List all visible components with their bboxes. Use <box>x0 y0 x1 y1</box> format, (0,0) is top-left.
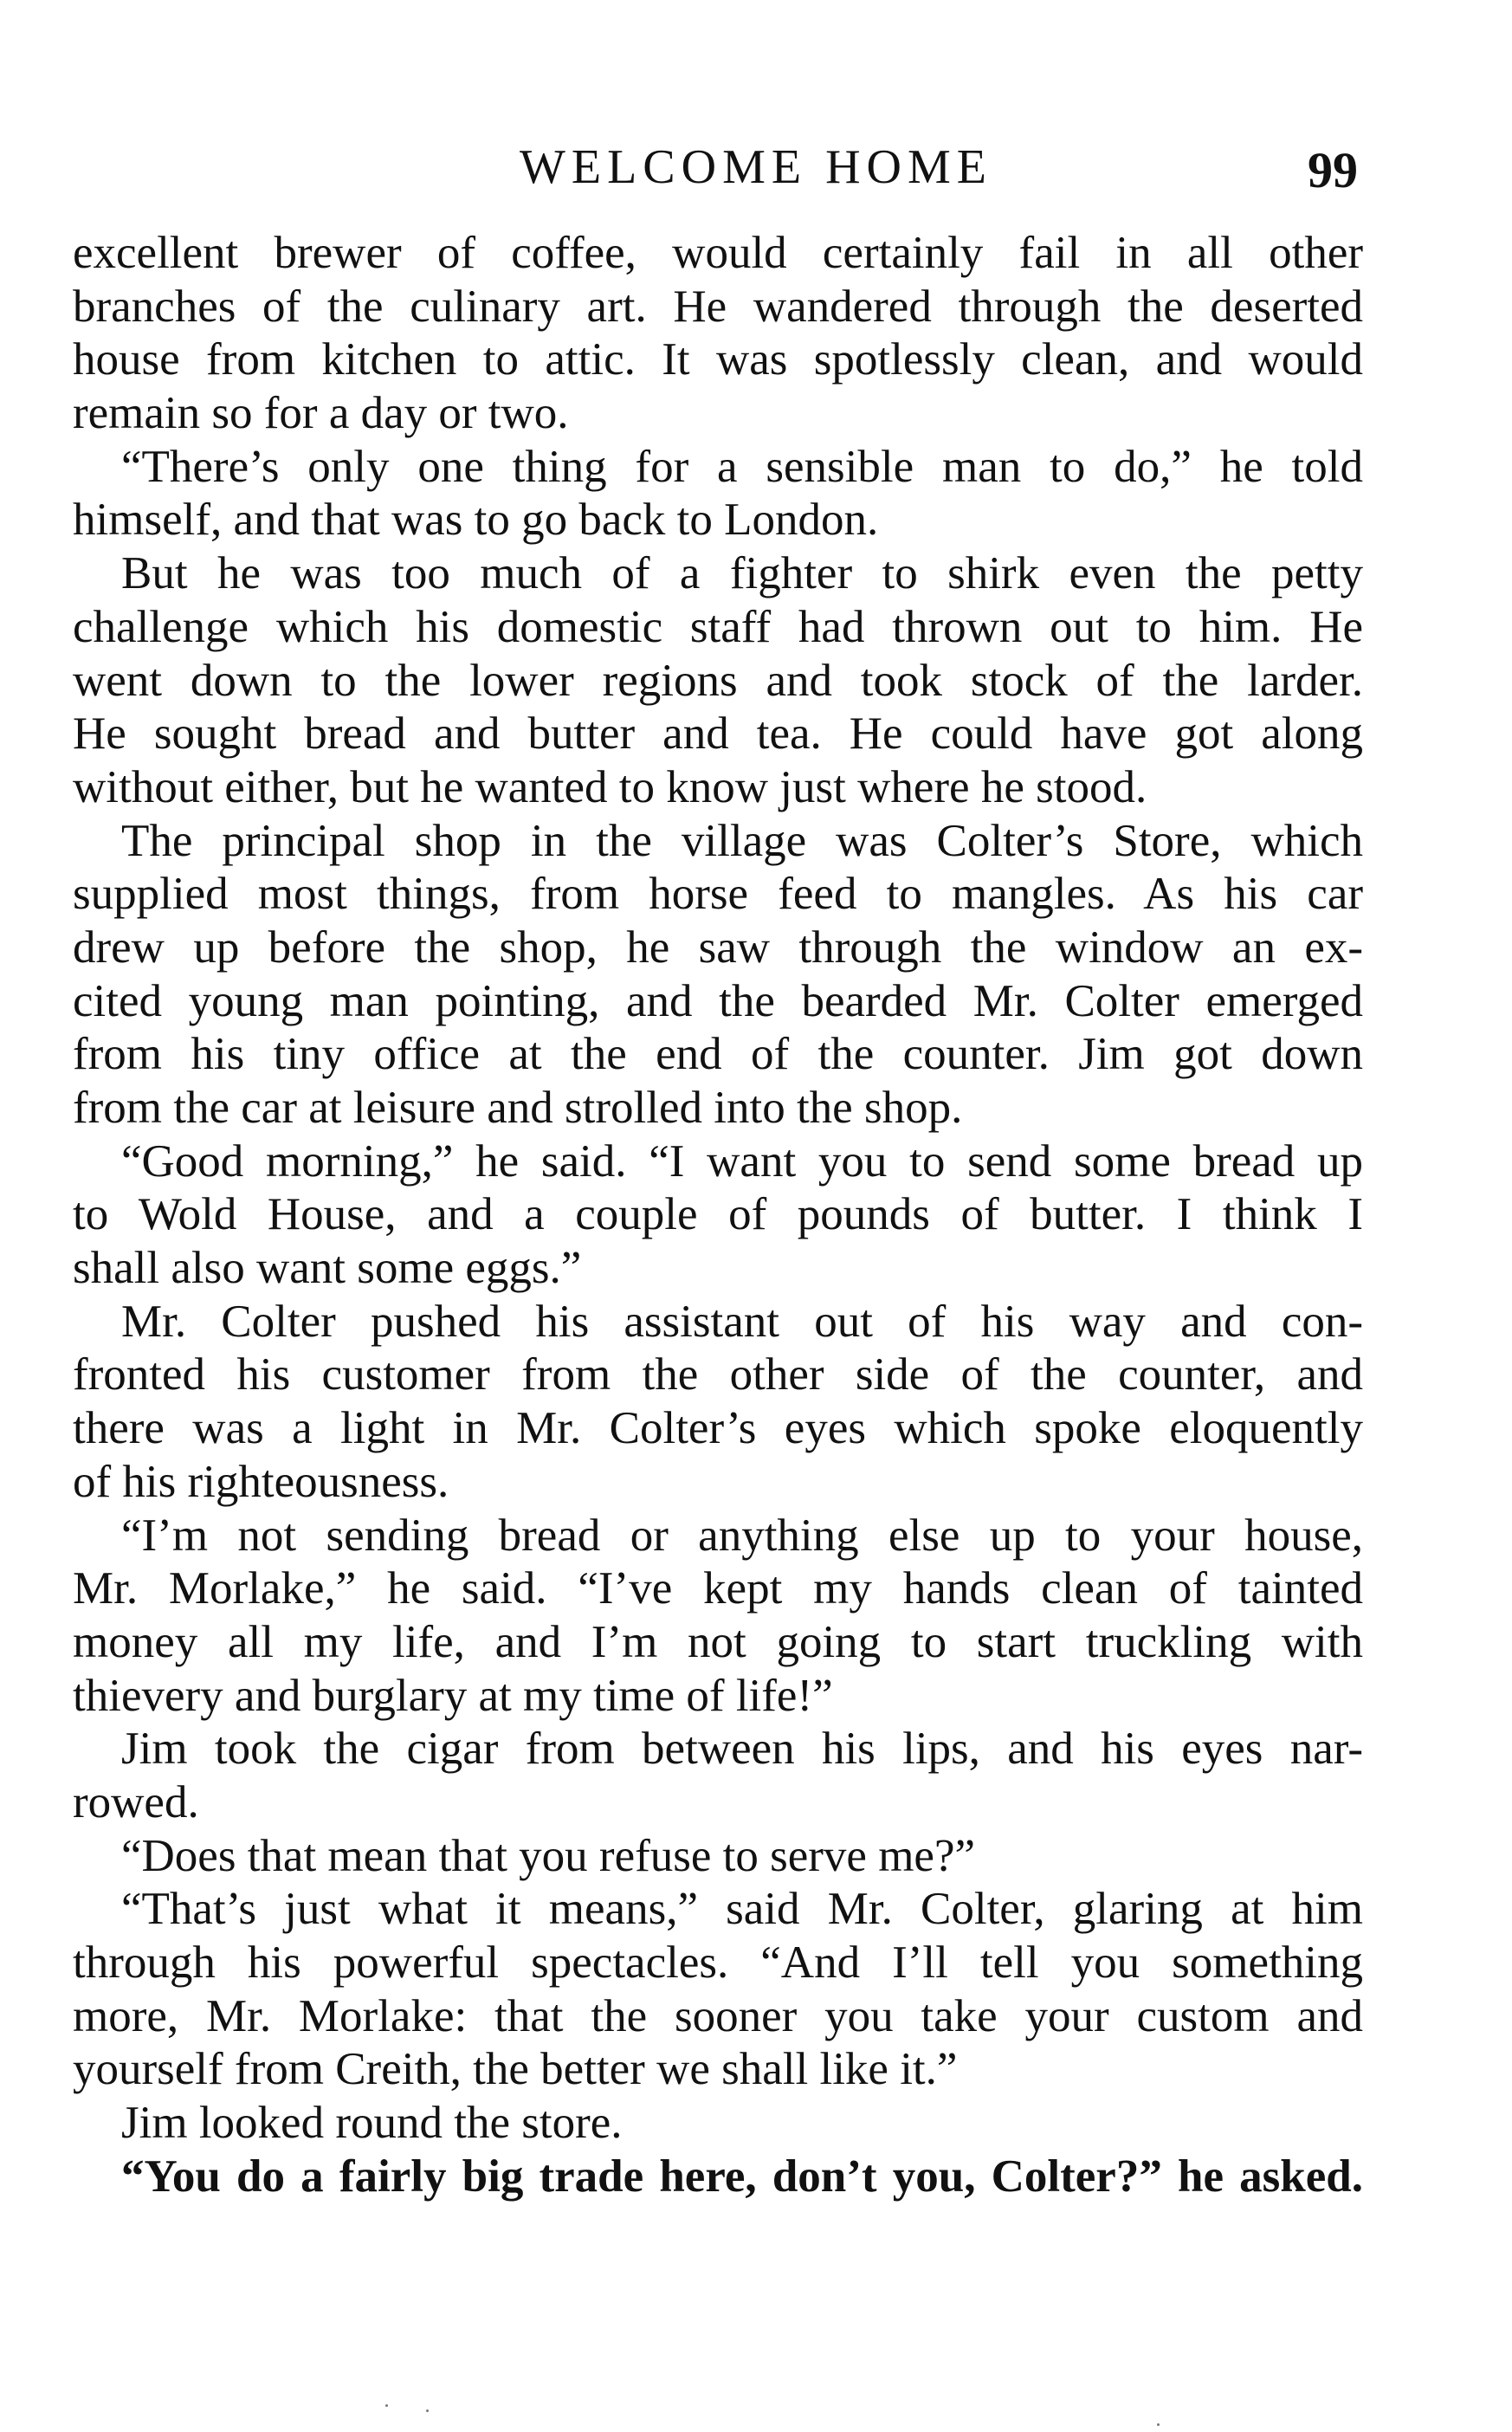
text-line: “I’m not sending bread or anything else up to your house, <box>121 1510 1363 1561</box>
text-line: from his tiny office at the end of the counter. Jim got down <box>73 1029 1363 1080</box>
text-line: Jim took the cigar from between his lips, and his eyes nar- <box>121 1724 1363 1775</box>
text-line: money all my life, and I’m not going to start truckling with <box>73 1616 1363 1667</box>
text-line: The principal shop in the village was Colter’s Store, which <box>121 815 1363 866</box>
text-line: “There’s only one thing for a sensible man to do,” he told <box>121 441 1363 492</box>
text-line: cited young man pointing, and the bearded Mr. Colter emerged <box>73 975 1363 1026</box>
text-line: without either, but he wanted to know just where he stood. <box>73 761 1147 812</box>
text-line: there was a light in Mr. Colter’s eyes which spoke eloquently <box>73 1403 1363 1454</box>
text-line: supplied most things, from horse feed to mangles. As his car <box>73 869 1363 920</box>
text-line: yourself from Creith, the better we shall like it.” <box>73 2044 958 2095</box>
text-line: remain so for a day or two. <box>73 388 569 439</box>
text-line: Mr. Colter pushed his assistant out of his way and con- <box>121 1296 1363 1347</box>
running-title: WELCOME HOME <box>520 140 992 194</box>
text-line: of his righteousness. <box>73 1456 449 1507</box>
text-line: himself, and that was to go back to London. <box>73 495 879 546</box>
text-line: Jim looked round the store. <box>121 2098 623 2149</box>
text-line: challenge which his domestic staff had thrown out to him. He <box>73 601 1363 652</box>
text-line: branches of the culinary art. He wandered through the deserted <box>73 281 1363 332</box>
text-line: “You do a fairly big trade here, don’t you, Colter?” he asked. <box>121 2151 1363 2202</box>
page-number: 99 <box>1308 142 1358 198</box>
text-line: drew up before the shop, he saw through the window an ex- <box>73 922 1363 973</box>
text-line: went down to the lower regions and took stock of the larder. <box>73 655 1363 706</box>
text-line: “Good morning,” he said. “I want you to send some bread up <box>121 1135 1363 1187</box>
text-line: house from kitchen to attic. It was spotlessly clean, and would <box>73 334 1363 385</box>
text-line: to Wold House, and a couple of pounds of butter. I think I <box>73 1189 1363 1240</box>
text-line: thievery and burglary at my time of life!” <box>73 1670 833 1721</box>
text-line: excellent brewer of coffee, would certainly fail in all other <box>73 228 1363 278</box>
text-line: shall also want some eggs.” <box>73 1243 582 1294</box>
text-line: “That’s just what it means,” said Mr. Colter, glaring at him <box>121 1884 1363 1935</box>
text-line: But he was too much of a fighter to shirk even the petty <box>121 548 1363 599</box>
text-line: “Does that mean that you refuse to serve me?” <box>121 1830 975 1881</box>
text-line: Mr. Morlake,” he said. “I’ve kept my hands clean of tainted <box>73 1563 1363 1614</box>
text-line: He sought bread and butter and tea. He could have got along <box>73 708 1363 760</box>
text-line: more, Mr. Morlake: that the sooner you take your custom and <box>73 1990 1363 2041</box>
scan-speck <box>426 2409 429 2412</box>
running-head <box>0 137 1512 197</box>
scan-speck <box>1157 2423 1160 2426</box>
text-line: fronted his customer from the other side of the counter, and <box>73 1349 1363 1400</box>
scan-speck <box>385 2404 388 2407</box>
text-line: from the car at leisure and strolled into the shop. <box>73 1083 963 1133</box>
text-line: rowed. <box>73 1776 199 1827</box>
text-line: through his powerful spectacles. “And I’ll tell you something <box>73 1937 1363 1988</box>
body-text <box>73 227 1363 2203</box>
